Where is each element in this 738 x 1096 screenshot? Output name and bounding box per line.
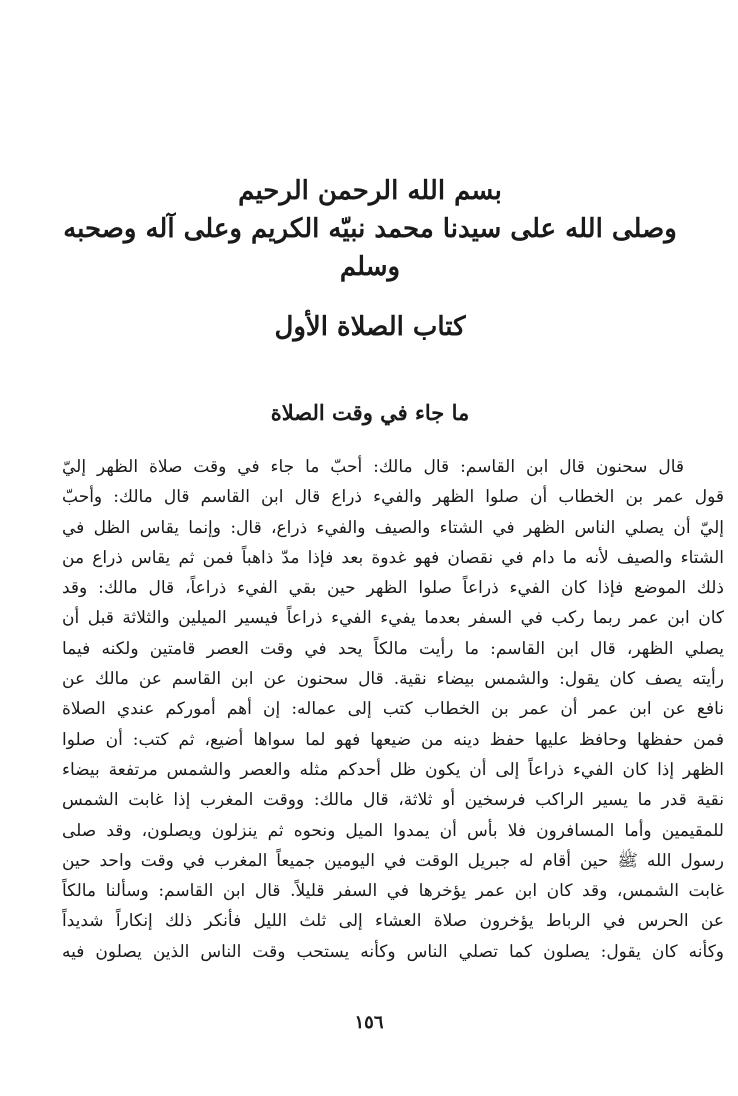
text-line: رسول الله ﷺ حين أقام له جبريل الوقت في اليومين جميعاً المغرب في وقت واحد حين: [62, 850, 724, 871]
book-title: كتاب الصلاة الأول: [274, 312, 466, 342]
text-line: فمن حفظها وحافظ عليها حفظ دينه من ضيعها فهو لما سواها أضيع، ثم كتب: أن صلوا: [62, 729, 724, 750]
text-line: ذلك الموضع فإذا كان الفيء ذراعاً صلوا الظهر حين بقي الفيء ذراعاً، قال مالك: وقد: [62, 578, 724, 599]
text-line: رأيته يصف كان يقول: والشمس بيضاء نقية. قال سحنون عن ابن القاسم عن مالك عن: [62, 669, 724, 690]
basmala-line-2: وصلى الله على سيدنا محمد نبيّه الكريم وعلى آله وصحبه وسلم: [63, 214, 677, 282]
text-line: عن الحرس في الرباط يؤخرون صلاة العشاء إلى ثلث الليل فأنكر ذلك إنكاراً شديداً: [62, 911, 724, 932]
basmala-line-1: بسم الله الرحمن الرحيم: [238, 176, 502, 206]
text-line: كان ابن عمر ربما ركب في السفر بعدما يفيء الفيء ذراعاً فيسير الميلين والثلاثة قبل أن: [62, 608, 724, 629]
page-number: ١٥٦: [354, 1012, 384, 1033]
basmala-header: [60, 172, 680, 286]
text-line: غابت الشمس، وقد كان ابن عمر يؤخرها في السفر قليلاً. قال ابن القاسم: وسألنا مالكاً: [62, 881, 724, 902]
text-line: الشتاء والصيف لأنه ما دام في نقصان فهو غدوة بعد فإذا مدّ ذاهباً فمن ثم يقاس ذراع من: [62, 547, 724, 568]
text-line: إليّ أن يصلي الناس الظهر في الشتاء والصيف والفيء ذراع، قال: وإنما يقاس الظل في: [62, 517, 724, 538]
text-line: قول عمر بن الخطاب أن صلوا الظهر والفيء ذراع قال ابن القاسم قال مالك: وأحبّ: [62, 487, 724, 508]
text-line: قال سحنون قال ابن القاسم: قال مالك: أحبّ ما جاء في وقت صلاة الظهر إليّ: [62, 457, 684, 477]
text-line: للمقيمين وأما المسافرون فلا بأس أن يمدوا الميل ونحوه ثم ينزلون ويصلون، وقد صلى: [62, 820, 724, 841]
text-line: وكأنه كان يقول: يصلون كما تصلي الناس وكأنه يستحب وقت الناس الذين يصلون فيه: [62, 941, 724, 962]
text-line: يصلي الظهر، قال ابن القاسم: ما رأيت مالكاً يحد في وقت العصر قامتين ولكنه فيما: [62, 638, 724, 659]
chapter-title: ما جاء في وقت الصلاة: [270, 400, 470, 425]
body-text: [62, 452, 724, 967]
text-line: نافع عن ابن عمر أن عمر بن الخطاب كتب إلى عماله: إن أهم أموركم عندي الصلاة: [62, 699, 724, 720]
text-line: نقية قدر ما يسير الراكب فرسخين أو ثلاثة، قال مالك: ووقت المغرب إذا غابت الشمس: [62, 790, 724, 811]
text-line: الظهر إذا كان الفيء ذراعاً إلى أن يكون ظل أحدكم مثله والعصر والشمس مرتفعة بيضاء: [62, 759, 724, 780]
